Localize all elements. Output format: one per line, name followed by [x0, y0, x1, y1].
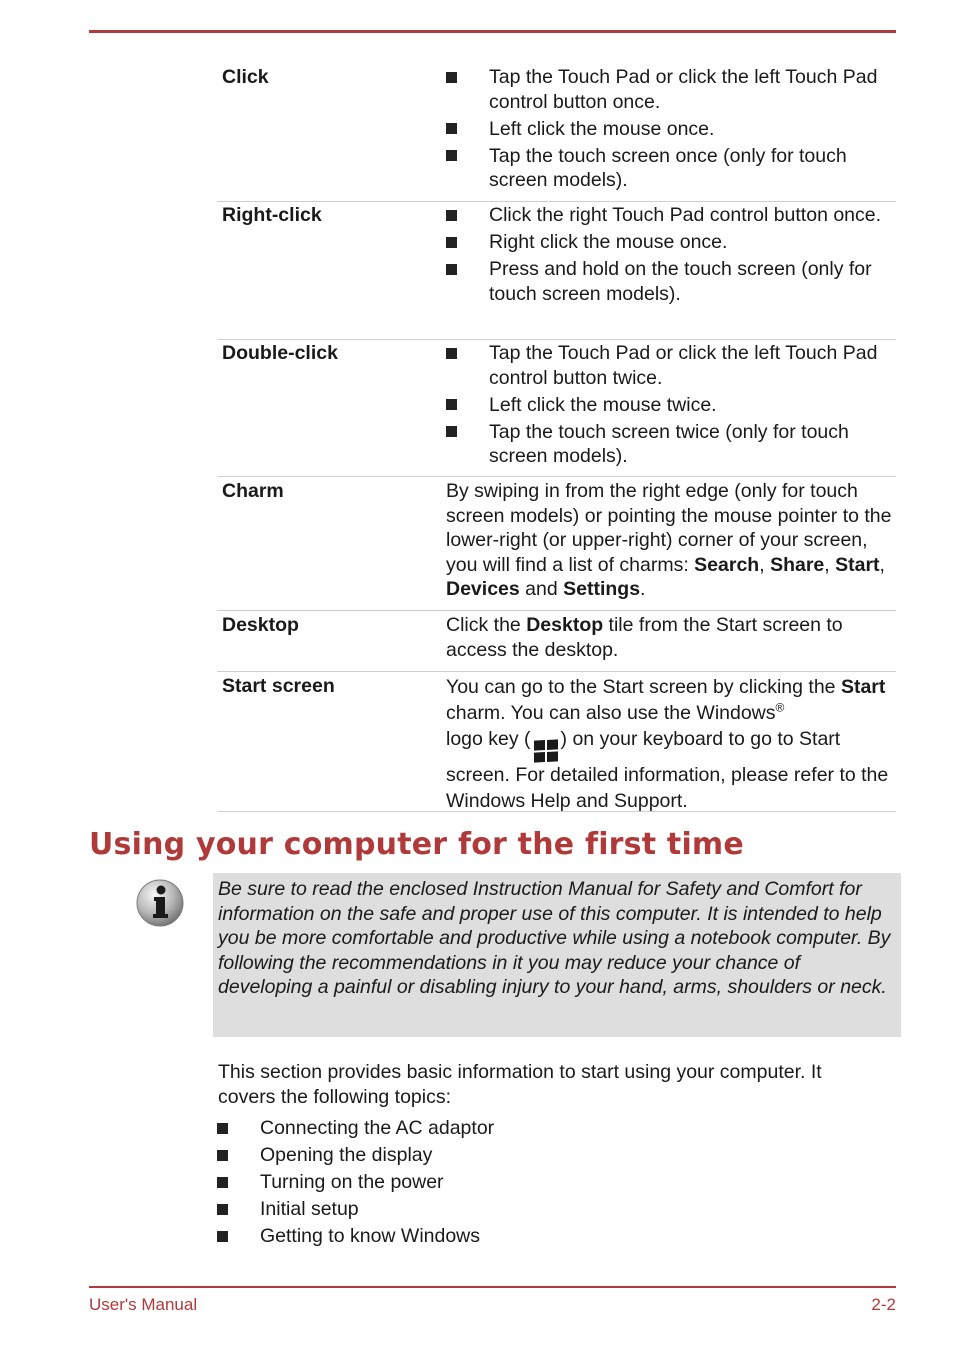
list-item: Press and hold on the touch screen (only for touch screen models).: [446, 257, 892, 306]
list-item: Tap the touch screen twice (only for touch screen models).: [446, 420, 892, 469]
windows-logo-icon: [534, 739, 558, 762]
term-label: Start screen: [222, 675, 335, 697]
bold-term: Start: [835, 553, 880, 576]
table-row: [217, 65, 896, 202]
description-text: Click the: [446, 614, 527, 636]
start-screen-description: [446, 674, 892, 814]
intro-paragraph: This section provides basic information to start using your computer. It covers the following topics:: [218, 1061, 822, 1108]
description-text: tile from the Start screen to access the desktop.: [446, 614, 843, 661]
term-description: [446, 674, 896, 811]
term-label: Charm: [222, 480, 284, 502]
list-item: Right click the mouse once.: [446, 230, 892, 255]
topic-list: [217, 1116, 494, 1251]
term-label: Desktop: [222, 614, 299, 636]
table-row: [217, 202, 896, 340]
table-row: [217, 611, 896, 672]
list-item: Turning on the power: [217, 1170, 494, 1197]
list-item: Left click the mouse twice.: [446, 393, 892, 418]
bold-term: Settings: [563, 578, 641, 600]
description-text: ) on your keyboard to go to Start screen. For detailed information, please refer to the Windows Help and Support.: [446, 728, 889, 812]
term-description: [446, 341, 896, 476]
description-text: You can go to the Start screen by clicking the: [446, 676, 841, 698]
table-row: [217, 477, 896, 611]
list-item: Tap the Touch Pad or click the left Touch Pad control button once.: [446, 65, 892, 114]
description-text: and: [519, 578, 564, 600]
description-text: ,: [759, 553, 771, 576]
term-label: Double-click: [222, 342, 338, 364]
table-row: [217, 340, 896, 477]
page-number: 2-2: [871, 1295, 896, 1314]
desktop-description: [446, 613, 892, 662]
term-description: [446, 203, 896, 339]
bold-term: Desktop: [526, 614, 604, 636]
description-text: ,: [879, 553, 885, 576]
bold-term: Share: [770, 553, 825, 576]
description-text: By swiping in from the right edge (only for touch screen models) or pointing the mouse pointer to the lower-right (or upper-right) corner of your screen, you will find a list of charms:: [446, 480, 892, 576]
list-item: Click the right Touch Pad control button once.: [446, 203, 892, 228]
top-rule: [89, 30, 896, 33]
list-item: Connecting the AC adaptor: [217, 1116, 494, 1143]
list-item: Left click the mouse once.: [446, 117, 892, 142]
section-heading: Using your computer for the first time: [89, 827, 744, 862]
term-description: [446, 613, 896, 671]
info-icon: [136, 878, 186, 928]
term-label: Right-click: [222, 204, 322, 226]
list-item: Getting to know Windows: [217, 1224, 494, 1251]
footer-title: User's Manual: [89, 1295, 198, 1314]
bold-term: Devices: [446, 578, 520, 600]
list-item: Tap the touch screen once (only for touch screen models).: [446, 144, 892, 193]
charm-description: [446, 479, 892, 602]
list-item: Opening the display: [217, 1143, 494, 1170]
term-description: [446, 65, 896, 201]
description-text: logo key (: [446, 728, 531, 750]
description-text: ,: [824, 553, 836, 576]
table-row: [217, 672, 896, 812]
description-text: charm. You can also use the Windows: [446, 702, 776, 724]
note-text: Be sure to read the enclosed Instruction Manual for Safety and Comfort for information on the safe and proper use of this computer. It is intended to help you be more comfortable and productive while using a notebook computer. By following the recommendations in it you may reduce your chance of developing a painful or disabling injury to your hand, arms, shoulders or neck.: [218, 878, 891, 998]
bottom-rule: [89, 1286, 896, 1288]
description-text: .: [640, 578, 646, 600]
list-item: Tap the Touch Pad or click the left Touch Pad control button twice.: [446, 341, 892, 390]
term-label: Click: [222, 66, 269, 88]
bold-term: Search: [694, 553, 760, 576]
term-description: [446, 479, 896, 610]
term-table: [217, 65, 896, 812]
list-item: Initial setup: [217, 1197, 494, 1224]
registered-mark: ®: [775, 700, 785, 715]
note-box: [213, 873, 901, 1037]
bold-term: Start: [840, 676, 886, 698]
